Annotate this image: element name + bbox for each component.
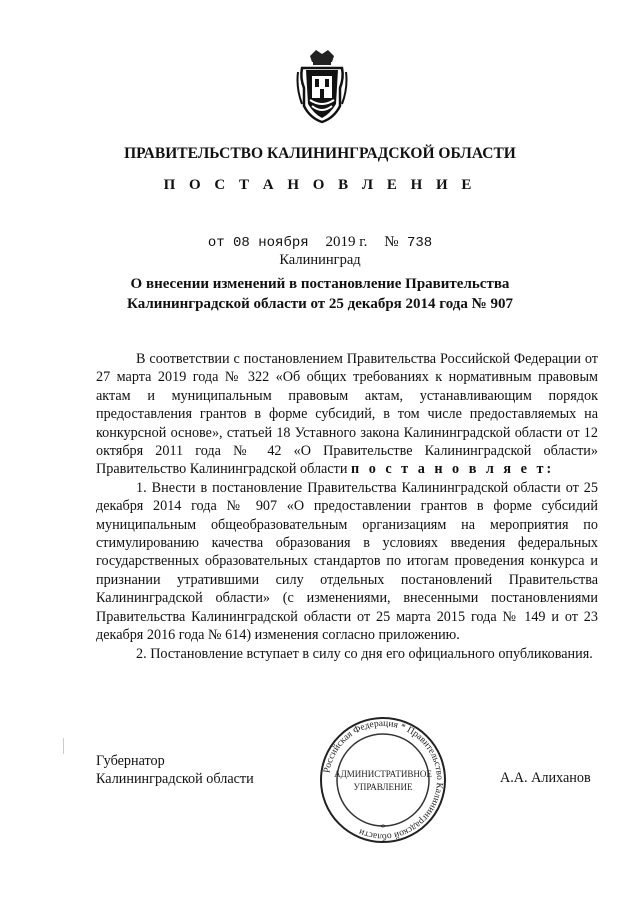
preamble-text: В соответствии с постановлением Правительства Российской Федерации от 27 марта 2019 года № 322 «Об общих требованиях к нормативным правовым актам и муниципальным правовым актам, устанавливающим порядок предоставления грантов в форме субсидий, в том числе предоставляемых на конкурсной основе», статьей 18 Уставного закона Калининградской области от 12 октября 2011 года № 42 «О Правительстве Калининградской области» Правительство Калининградской области [96,351,598,478]
document-body [96,350,598,663]
document-type: П О С Т А Н О В Л Е Н И Е [163,177,477,193]
government-name: ПРАВИТЕЛЬСТВО КАЛИНИНГРАДСКОЙ ОБЛАСТИ [124,145,516,162]
preamble-paragraph [96,350,598,479]
subject-line-1: О внесении изменений в постановление Правительства [130,276,510,292]
margin-mark [63,738,64,754]
date-year: 2019 г. [325,234,368,250]
decrees-word: п о с т а н о в л я е т: [350,461,555,478]
official-stamp [318,715,448,845]
stamp-star: * [380,822,386,834]
signatory-name: А.А. Алиханов [500,770,591,786]
stamp-center-line-1: АДМИНИСТРАТИВНОЕ [334,769,432,779]
number-prefix: № [384,234,399,250]
coat-of-arms-icon [296,48,348,124]
stamp-center-line-2: УПРАВЛЕНИЕ [353,782,413,792]
subject-line-2: Калининградской области от 25 декабря 2014 года № 907 [127,296,513,312]
signatory-title-line-2: Калининградской области [96,771,254,788]
city-name: Калининград [279,252,361,268]
document-number: 738 [406,235,433,251]
signatory-title [96,752,254,789]
date-prefix: от [207,235,225,251]
stamp-ring-text: Российская Федерация * Правительство Калининградской области [322,718,445,842]
signatory-title-line-1: Губернатор [96,753,165,769]
date-value: 08 ноября [233,235,309,251]
date-line [0,234,640,251]
item-1-paragraph: 1. Внести в постановление Правительства Калининградской области от 25 декабря 2014 года № 907 «О предоставлении грантов в форме субсидий муниципальным общеобразовательным организациям на мероприятия по стимулированию качества образования в условиях введения федеральных государственных образовательных стандартов по итогам проведения конкурса и признании утратившими силу отдельных постановлений Правительства Калининградской области» (с изменениями, внесенными постановлениями Правительства Калининградской области от 25 марта 2015 года № 149 и от 23 декабря 2016 года № 614) изменения согласно приложению. [96,479,598,644]
item-2-paragraph: 2. Постановление вступает в силу со дня его официального опубликования. [136,645,593,662]
